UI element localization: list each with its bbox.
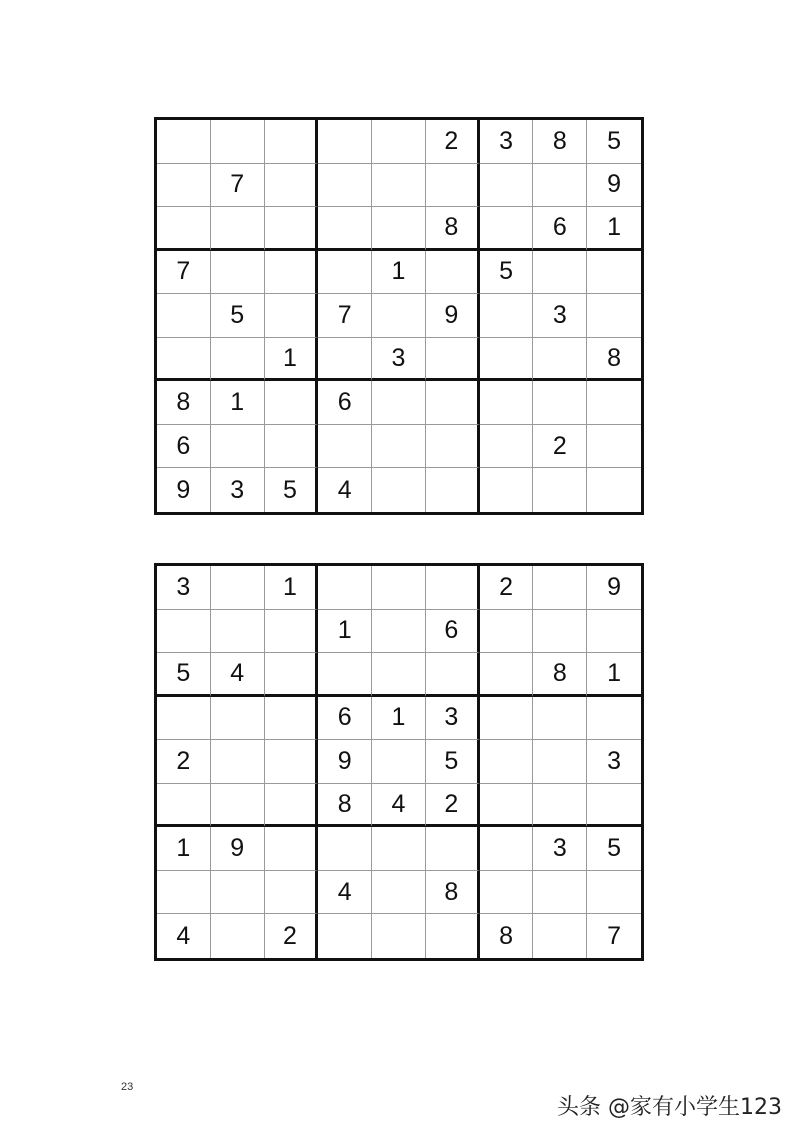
sudoku-cell — [265, 381, 319, 425]
sudoku-cell: 3 — [533, 294, 587, 338]
sudoku-cell — [426, 827, 480, 871]
sudoku-cell — [318, 251, 372, 295]
sudoku-cell: 4 — [318, 871, 372, 915]
sudoku-cell: 6 — [533, 207, 587, 251]
sudoku-cell: 2 — [533, 425, 587, 469]
sudoku-cell — [265, 871, 319, 915]
sudoku-cell: 5 — [587, 827, 641, 871]
sudoku-cell — [533, 566, 587, 610]
sudoku-cell — [480, 381, 534, 425]
sudoku-cell — [533, 871, 587, 915]
sudoku-cell: 2 — [157, 740, 211, 784]
sudoku-cell — [265, 827, 319, 871]
sudoku-cell: 3 — [533, 827, 587, 871]
sudoku-cell — [372, 164, 426, 208]
sudoku-cell: 5 — [426, 740, 480, 784]
sudoku-cell — [480, 740, 534, 784]
sudoku-cell — [372, 871, 426, 915]
sudoku-cell — [265, 164, 319, 208]
sudoku-cell: 8 — [587, 338, 641, 382]
page-number: 23 — [121, 1081, 134, 1093]
sudoku-cell — [157, 338, 211, 382]
sudoku-cell: 1 — [372, 251, 426, 295]
sudoku-cell — [533, 251, 587, 295]
sudoku-cell — [157, 164, 211, 208]
sudoku-cell — [480, 164, 534, 208]
sudoku-cell — [587, 468, 641, 512]
sudoku-cell: 5 — [480, 251, 534, 295]
sudoku-cell — [318, 164, 372, 208]
sudoku-cell — [372, 914, 426, 958]
sudoku-cell: 8 — [533, 120, 587, 164]
watermark-text: 头条 @家有小学生123 — [557, 1095, 782, 1120]
sudoku-cell — [480, 610, 534, 654]
sudoku-cell — [265, 251, 319, 295]
sudoku-cell — [265, 697, 319, 741]
sudoku-cell — [533, 610, 587, 654]
sudoku-cell — [318, 120, 372, 164]
sudoku-cell — [533, 697, 587, 741]
sudoku-cell — [318, 566, 372, 610]
sudoku-cell: 5 — [587, 120, 641, 164]
sudoku-cell — [587, 381, 641, 425]
sudoku-cell — [318, 653, 372, 697]
sudoku-cell — [372, 740, 426, 784]
sudoku-cell: 3 — [587, 740, 641, 784]
sudoku-cell — [372, 120, 426, 164]
sudoku-cell: 7 — [318, 294, 372, 338]
sudoku-cell: 4 — [318, 468, 372, 512]
sudoku-cell — [480, 338, 534, 382]
sudoku-cell: 5 — [157, 653, 211, 697]
sudoku-cell — [587, 294, 641, 338]
sudoku-cell — [265, 610, 319, 654]
sudoku-cell: 8 — [480, 914, 534, 958]
sudoku-cell — [480, 653, 534, 697]
sudoku-cell — [480, 784, 534, 828]
sudoku-cell — [211, 120, 265, 164]
sudoku-cell — [265, 784, 319, 828]
sudoku-cell — [426, 653, 480, 697]
sudoku-cell — [533, 740, 587, 784]
sudoku-grid-1 — [154, 117, 644, 515]
sudoku-cell: 8 — [533, 653, 587, 697]
sudoku-cell — [265, 120, 319, 164]
sudoku-cell: 1 — [211, 381, 265, 425]
sudoku-cell — [587, 697, 641, 741]
sudoku-cell: 3 — [211, 468, 265, 512]
sudoku-cell — [211, 566, 265, 610]
sudoku-cell: 9 — [211, 827, 265, 871]
sudoku-cell — [372, 653, 426, 697]
sudoku-cell — [587, 425, 641, 469]
sudoku-cell — [480, 697, 534, 741]
sudoku-cell: 3 — [426, 697, 480, 741]
sudoku-cell: 6 — [426, 610, 480, 654]
sudoku-cell — [157, 784, 211, 828]
sudoku-cell — [157, 294, 211, 338]
sudoku-cell — [587, 871, 641, 915]
sudoku-cell — [372, 827, 426, 871]
sudoku-cell: 7 — [157, 251, 211, 295]
sudoku-cell: 7 — [211, 164, 265, 208]
sudoku-cell — [265, 740, 319, 784]
sudoku-cell — [265, 294, 319, 338]
sudoku-cell: 1 — [157, 827, 211, 871]
sudoku-cell — [426, 425, 480, 469]
sudoku-cell — [265, 425, 319, 469]
sudoku-cell — [318, 914, 372, 958]
sudoku-cell — [265, 207, 319, 251]
sudoku-cell — [480, 294, 534, 338]
sudoku-cell: 4 — [372, 784, 426, 828]
sudoku-cell — [372, 207, 426, 251]
sudoku-cell — [587, 784, 641, 828]
sudoku-cell — [211, 697, 265, 741]
sudoku-cell — [372, 468, 426, 512]
sudoku-cell: 1 — [265, 338, 319, 382]
sudoku-cell — [426, 251, 480, 295]
sudoku-cell — [533, 164, 587, 208]
sudoku-cell — [426, 381, 480, 425]
sudoku-cell — [318, 207, 372, 251]
sudoku-grid-2 — [154, 563, 644, 961]
sudoku-cell: 2 — [265, 914, 319, 958]
sudoku-cell — [372, 566, 426, 610]
sudoku-cell — [211, 914, 265, 958]
sudoku-cell — [211, 871, 265, 915]
sudoku-cell: 3 — [372, 338, 426, 382]
sudoku-cell: 1 — [265, 566, 319, 610]
sudoku-cell — [533, 338, 587, 382]
sudoku-cell: 3 — [480, 120, 534, 164]
sudoku-cell: 6 — [318, 697, 372, 741]
sudoku-cell — [211, 251, 265, 295]
sudoku-cell: 9 — [157, 468, 211, 512]
sudoku-cell — [157, 610, 211, 654]
sudoku-cell — [426, 566, 480, 610]
sudoku-cell — [480, 827, 534, 871]
sudoku-cell — [372, 425, 426, 469]
sudoku-cell: 5 — [211, 294, 265, 338]
sudoku-cell: 2 — [426, 120, 480, 164]
sudoku-cell — [318, 338, 372, 382]
sudoku-cell — [211, 338, 265, 382]
sudoku-cell — [318, 827, 372, 871]
sudoku-cell: 8 — [157, 381, 211, 425]
sudoku-cell: 1 — [318, 610, 372, 654]
sudoku-cell — [426, 164, 480, 208]
sudoku-cell: 5 — [265, 468, 319, 512]
sudoku-cell — [480, 425, 534, 469]
sudoku-cell: 2 — [426, 784, 480, 828]
sudoku-cell — [372, 381, 426, 425]
sudoku-cell — [533, 468, 587, 512]
sudoku-cell: 8 — [426, 871, 480, 915]
sudoku-cell — [533, 914, 587, 958]
sudoku-cell — [157, 697, 211, 741]
sudoku-cell — [211, 610, 265, 654]
sudoku-cell: 6 — [318, 381, 372, 425]
sudoku-cell — [211, 784, 265, 828]
sudoku-cell — [157, 871, 211, 915]
sudoku-cell — [426, 468, 480, 512]
sudoku-cell: 1 — [587, 207, 641, 251]
sudoku-cell: 9 — [587, 164, 641, 208]
sudoku-cell — [211, 425, 265, 469]
sudoku-cell — [372, 610, 426, 654]
sudoku-cell — [587, 251, 641, 295]
sudoku-cell — [211, 740, 265, 784]
sudoku-cell — [533, 381, 587, 425]
sudoku-cell — [426, 914, 480, 958]
sudoku-cell — [157, 120, 211, 164]
sudoku-cell — [265, 653, 319, 697]
sudoku-cell: 6 — [157, 425, 211, 469]
sudoku-cell — [318, 425, 372, 469]
sudoku-cell — [426, 338, 480, 382]
sudoku-cell — [533, 784, 587, 828]
sudoku-cell: 1 — [587, 653, 641, 697]
sudoku-cell — [480, 468, 534, 512]
sudoku-cell: 8 — [318, 784, 372, 828]
sudoku-cell — [211, 207, 265, 251]
sudoku-cell: 4 — [157, 914, 211, 958]
sudoku-cell: 9 — [426, 294, 480, 338]
sudoku-cell — [372, 294, 426, 338]
sudoku-cell: 9 — [318, 740, 372, 784]
sudoku-cell: 4 — [211, 653, 265, 697]
sudoku-cell: 2 — [480, 566, 534, 610]
sudoku-cell — [480, 207, 534, 251]
sudoku-cell — [587, 610, 641, 654]
sudoku-cell: 3 — [157, 566, 211, 610]
sudoku-cell: 1 — [372, 697, 426, 741]
sudoku-cell: 9 — [587, 566, 641, 610]
sudoku-cell: 7 — [607, 921, 622, 950]
sudoku-cell — [157, 207, 211, 251]
sudoku-cell: 8 — [426, 207, 480, 251]
sudoku-cell — [480, 871, 534, 915]
